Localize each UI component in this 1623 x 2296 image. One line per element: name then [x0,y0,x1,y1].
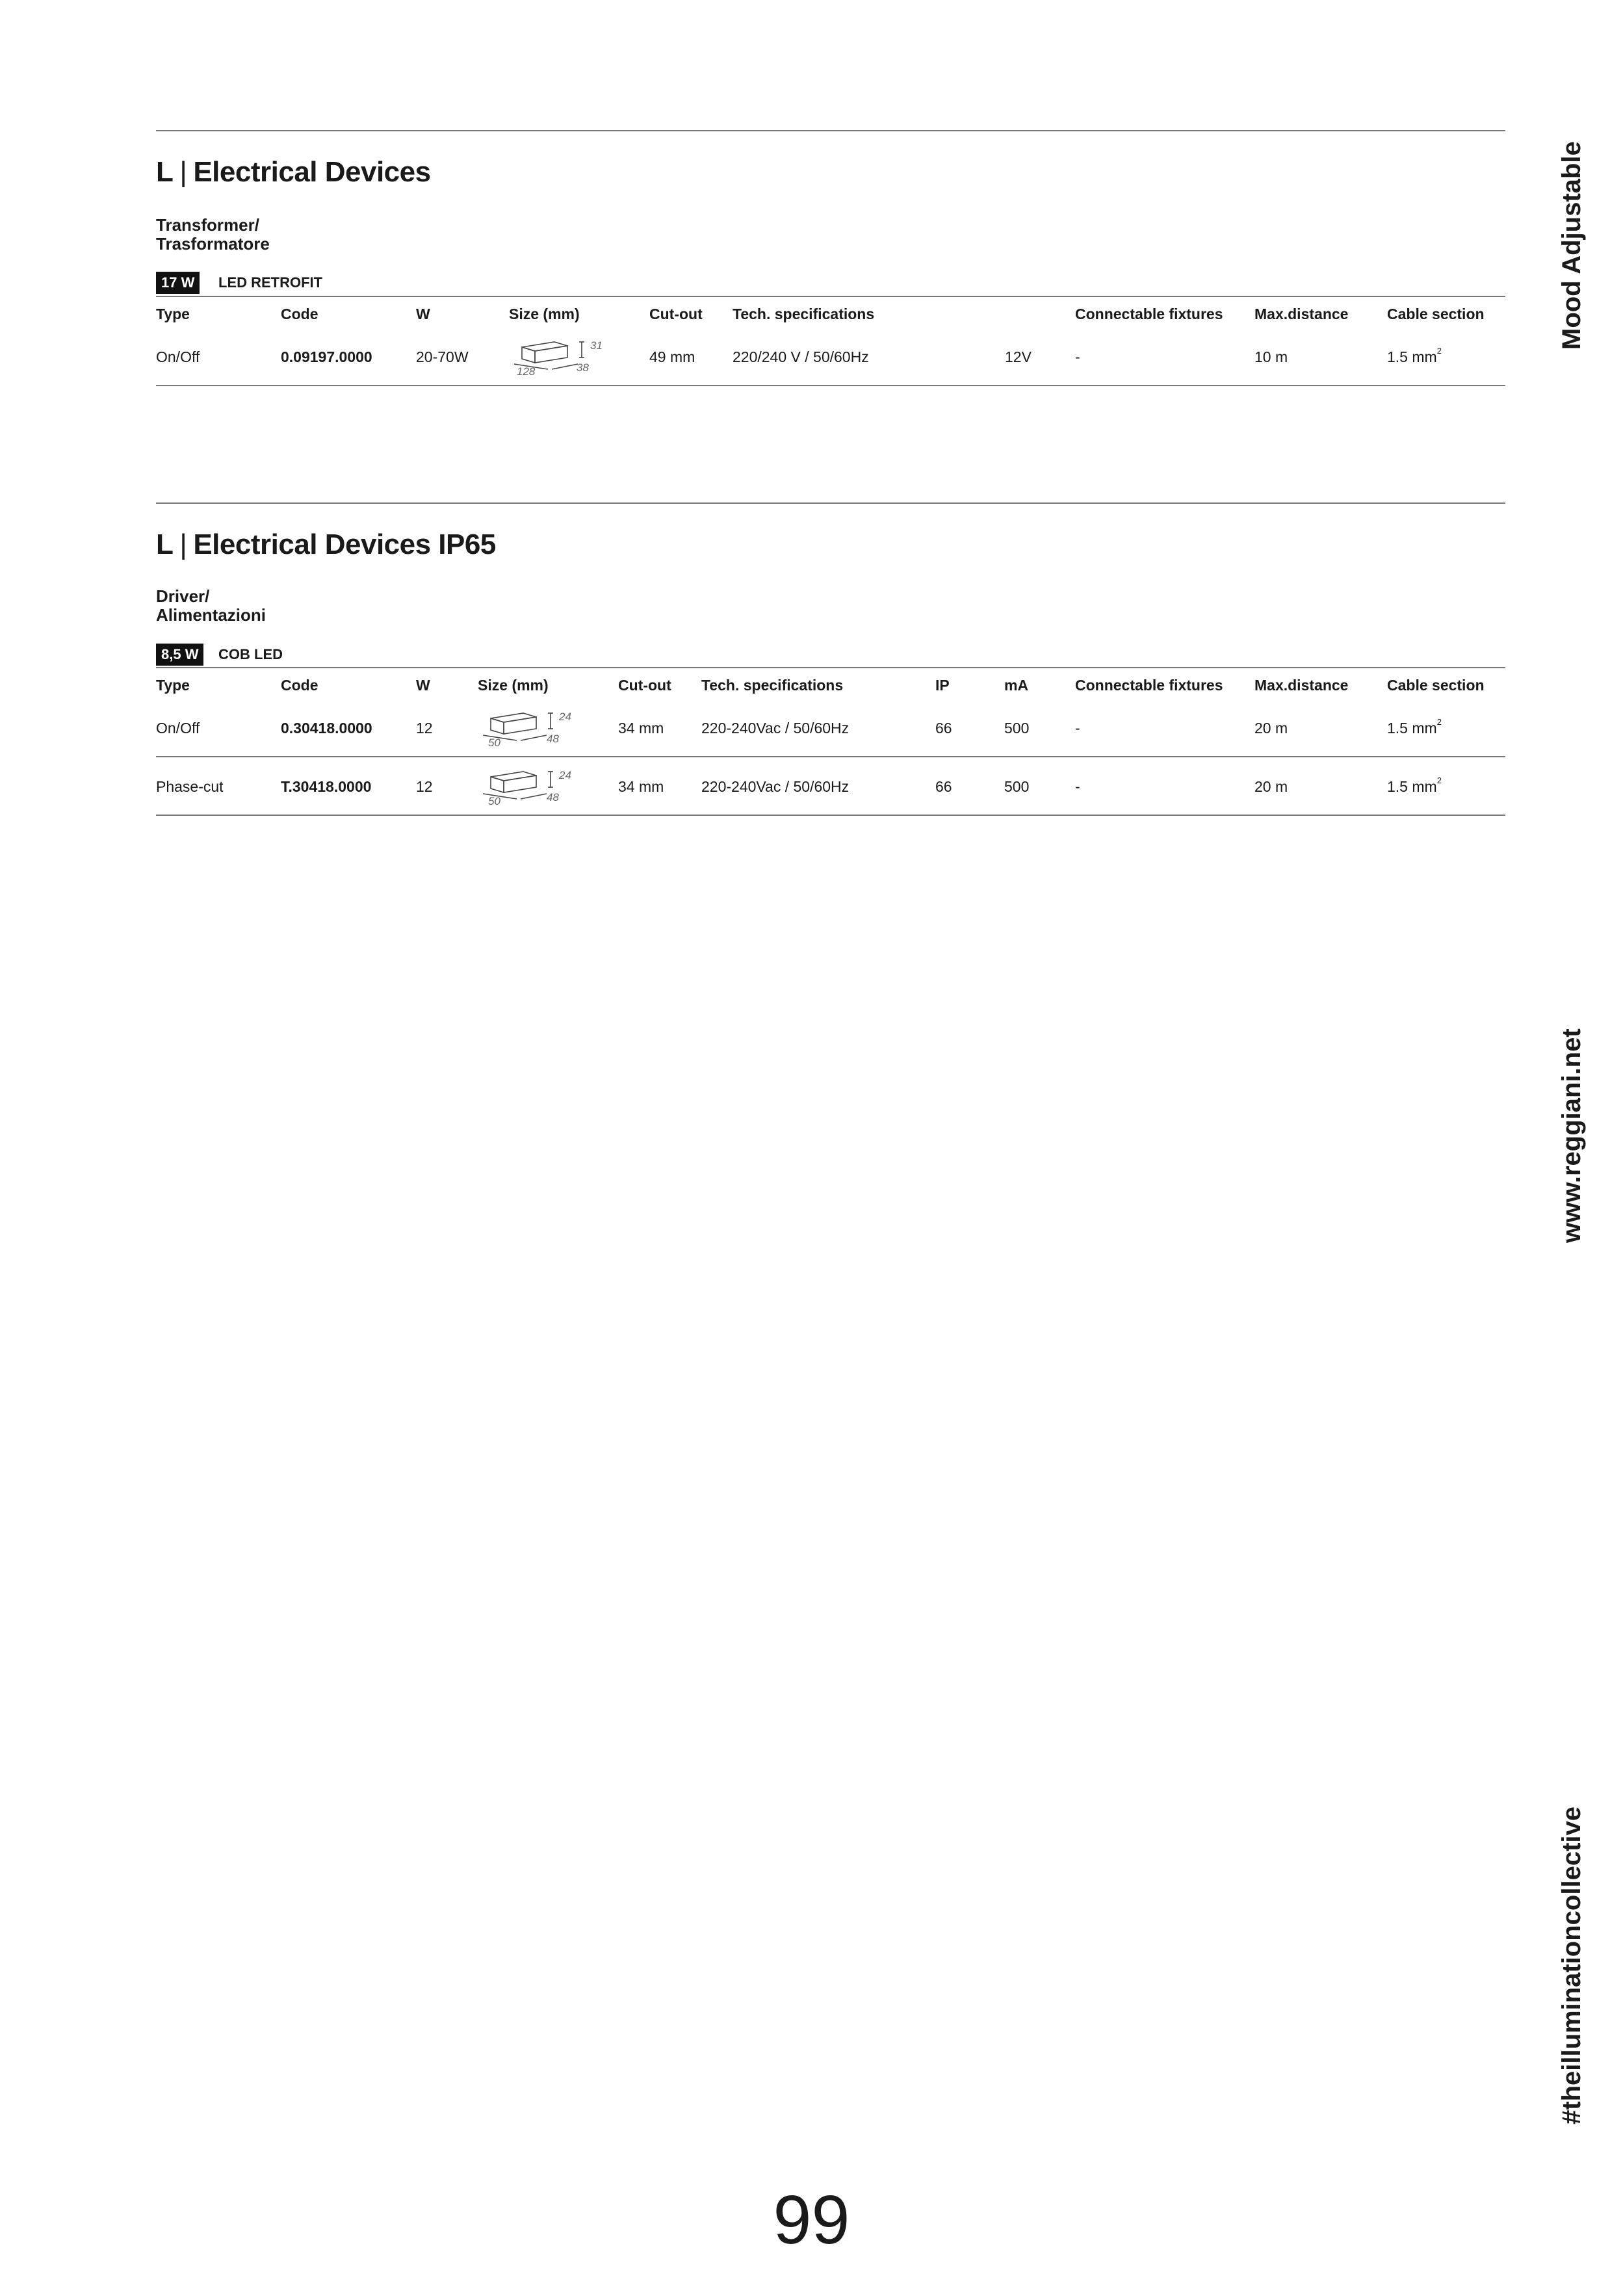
cable-value: 1.5 mm [1387,348,1437,365]
cell-connectable: - [1075,348,1080,365]
dim-length: 50 [488,737,500,749]
section-title [156,156,431,189]
cell-cutout: 34 mm [618,720,664,737]
subtitle-line-2: Trasformatore [156,234,270,254]
cell-maxdist: 20 m [1254,720,1288,737]
badge-label: COB LED [218,646,283,662]
header-maxdist: Max.distance [1254,306,1349,322]
sidebar-hashtag: #theilluminationcollective [1557,1806,1586,2124]
dim-height: 24 [559,769,571,781]
section-top-rule [156,130,1505,131]
cell-maxdist: 20 m [1254,778,1288,795]
header-size: Size (mm) [509,306,580,322]
sidebar-website: www.reggiani.net [1557,1028,1586,1243]
cable-value: 1.5 mm [1387,720,1437,737]
cell-cutout: 34 mm [618,778,664,795]
dim-length: 128 [517,365,536,378]
header-rule [156,296,1505,297]
dim-height: 31 [590,339,603,352]
cell-type: On/Off [156,348,200,365]
cell-cutout: 49 mm [649,348,695,365]
section-letter: L [156,528,174,560]
cell-code: 0.30418.0000 [281,720,372,737]
header-size: Size (mm) [478,677,549,694]
header-code: Code [281,306,318,322]
cable-value: 1.5 mm [1387,778,1437,795]
header-type: Type [156,306,190,322]
cell-w: 20-70W [416,348,469,365]
section-title [156,528,496,561]
cell-ma: 500 [1004,778,1030,795]
header-cutout: Cut-out [649,306,703,322]
dim-height: 24 [559,711,571,723]
header-cable: Cable section [1387,677,1485,694]
cable-unit-sup: 2 [1436,346,1442,356]
row-rule [156,385,1505,386]
cell-maxdist: 10 m [1254,348,1288,365]
section-title-text: Electrical Devices [193,156,431,188]
cell-type: Phase-cut [156,778,224,795]
cable-unit-sup: 2 [1436,776,1442,785]
header-w: W [416,306,430,322]
header-w: W [416,677,430,694]
cell-tech: 220-240Vac / 50/60Hz [701,778,850,795]
cell-code: 0.09197.0000 [281,348,372,365]
size-drawing [509,337,619,383]
header-cutout: Cut-out [618,677,671,694]
cell-voltage: 12V [1005,348,1032,365]
cell-connectable: - [1075,720,1080,737]
header-maxdist: Max.distance [1254,677,1349,694]
badge-label: LED RETROFIT [218,274,323,291]
row-rule [156,815,1505,816]
cell-ip: 66 [935,720,952,737]
sidebar-brand-line: Mood Adjustable [1557,141,1586,350]
wattage-badge: 17 W [156,272,200,294]
cell-w: 12 [416,720,433,737]
wattage-badge: 8,5 W [156,644,203,666]
page-number: 99 [773,2182,850,2258]
header-type: Type [156,677,190,694]
header-cable: Cable section [1387,306,1485,322]
cell-cable [1387,778,1442,796]
cell-type: On/Off [156,720,200,737]
size-drawing [478,766,588,813]
cell-cable [1387,717,1442,737]
row-rule [156,756,1505,757]
title-separator: | [179,156,187,188]
header-ip: IP [935,677,950,694]
cell-tech: 220/240 V / 50/60Hz [733,348,869,365]
header-rule [156,667,1505,668]
title-separator: | [179,528,187,560]
dim-depth: 48 [547,791,559,803]
subtitle-line-1: Transformer/ [156,215,259,235]
cable-unit-sup: 2 [1436,717,1442,727]
header-connectable: Connectable fixtures [1075,306,1223,322]
subtitle-line-1: Driver/ [156,586,210,606]
cell-w: 12 [416,778,433,795]
section-letter: L [156,156,174,188]
dim-depth: 48 [547,733,559,745]
dim-depth: 38 [577,361,589,374]
cell-cable [1387,348,1442,366]
cell-ip: 66 [935,778,952,795]
size-drawing [478,708,588,754]
cell-connectable: - [1075,778,1080,795]
header-code: Code [281,677,318,694]
header-connectable: Connectable fixtures [1075,677,1223,694]
header-tech: Tech. specifications [701,677,844,694]
header-ma: mA [1004,677,1029,694]
cell-code: T.30418.0000 [281,778,372,795]
section-top-rule [156,502,1505,504]
section-title-text: Electrical Devices IP65 [193,528,496,560]
cell-ma: 500 [1004,720,1030,737]
subtitle-line-2: Alimentazioni [156,605,266,625]
cell-tech: 220-240Vac / 50/60Hz [701,720,850,737]
dim-length: 50 [488,795,500,807]
header-tech: Tech. specifications [733,306,875,322]
